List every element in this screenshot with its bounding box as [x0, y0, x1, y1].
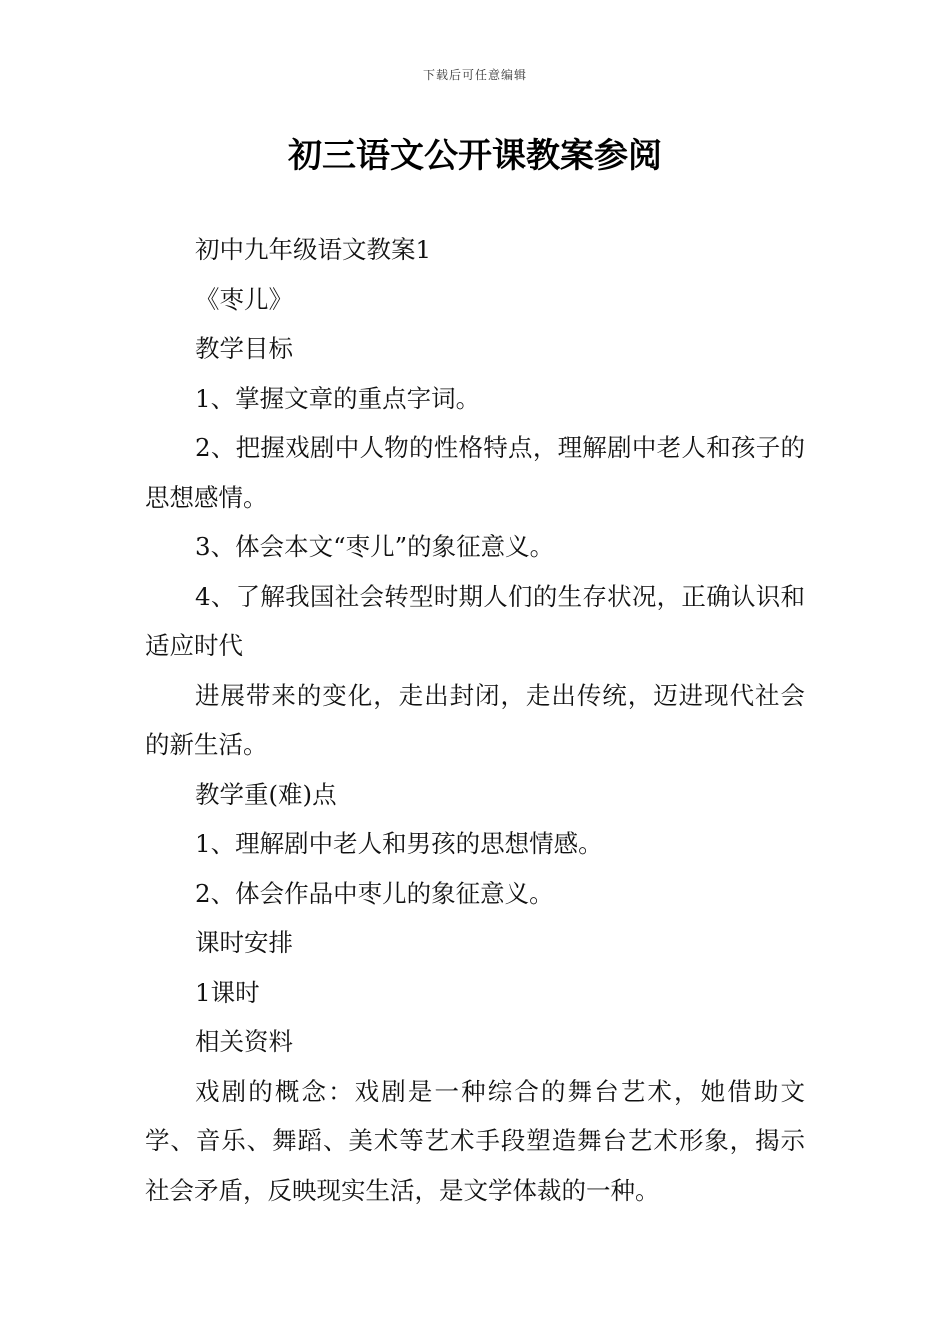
paragraph: 3、体会本文“枣儿”的象征意义。 — [195, 532, 555, 561]
paragraph: 进展带来的变化，走出封闭，走出传统，迈进现代社会的新生活。 — [145, 680, 805, 759]
document-title: 初三语文公开课教案参阅 — [288, 136, 662, 176]
document-body — [145, 225, 805, 1215]
paragraph: 教学重(难)点 — [195, 779, 337, 809]
paragraph: 1、理解剧中老人和男孩的思想情感。 — [195, 829, 603, 858]
paragraph: 课时安排 — [195, 928, 293, 957]
paragraph: 初中九年级语文教案1 — [195, 235, 432, 264]
paragraph: 1、掌握文章的重点字词。 — [195, 383, 481, 413]
paragraph: 2、体会作品中枣儿的象征意义。 — [195, 878, 554, 908]
paragraph: 2、把握戏剧中人物的性格特点，理解剧中老人和孩子的思想感情。 — [145, 433, 805, 512]
paragraph: 教学目标 — [195, 334, 293, 363]
page-header-note: 下载后可任意编辑 — [422, 68, 527, 82]
paragraph: 《枣儿》 — [195, 284, 293, 314]
paragraph: 4、了解我国社会转型时期人们的生存状况，正确认识和适应时代 — [145, 581, 805, 660]
paragraph: 戏剧的概念：戏剧是一种综合的舞台艺术，她借助文学、音乐、舞蹈、美术等艺术手段塑造舞台艺术形象，揭示社会矛盾，反映现实生活，是文学体裁的一种。 — [145, 1076, 805, 1205]
paragraph: 1课时 — [195, 977, 260, 1007]
paragraph: 相关资料 — [195, 1027, 293, 1056]
